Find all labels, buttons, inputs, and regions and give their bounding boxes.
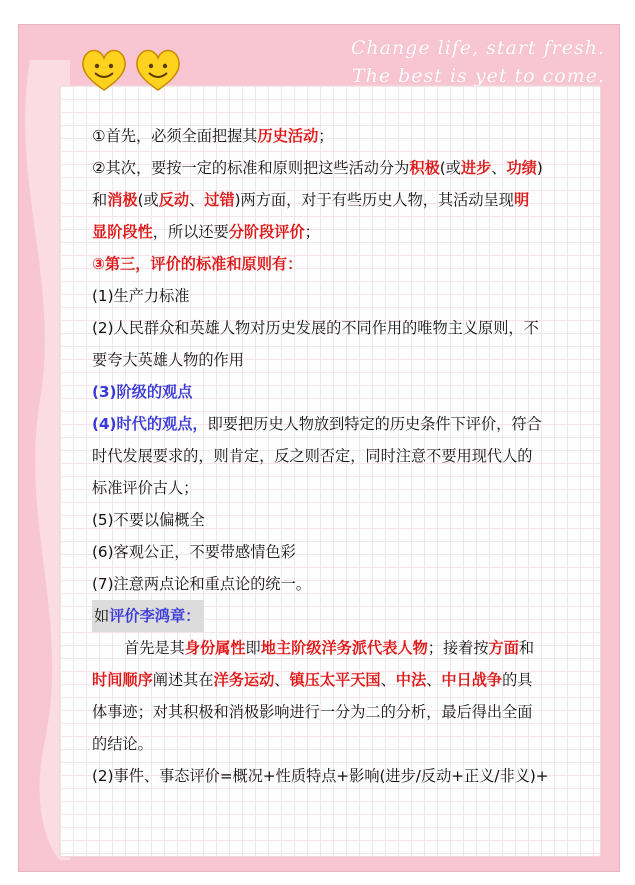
text: ； <box>318 127 334 145</box>
line-8: 要夸大英雄人物的作用 <box>92 351 244 369</box>
highlight-red: 时间顺序 <box>92 671 153 689</box>
text: 、 <box>380 671 396 689</box>
text: )两方面，对于有些历史人物，其活动呈现 <box>234 191 514 209</box>
highlight-blue: (4)时代的观点， <box>92 415 208 433</box>
text: ①首先，必须全面把握其 <box>92 127 258 145</box>
highlight-red: 明 <box>513 191 530 209</box>
highlight-red: 镇压太平天国 <box>289 671 381 689</box>
text: 、 <box>189 191 205 209</box>
note-content <box>92 120 580 792</box>
text: 阐述其在 <box>152 671 214 689</box>
line-9: (3)阶级的观点 <box>92 383 193 401</box>
highlight-red: 过错 <box>204 191 235 209</box>
highlight-red: 地主阶级洋务派代表人物 <box>260 639 428 657</box>
slogan <box>345 34 605 90</box>
line-18 <box>92 664 580 696</box>
highlight-red: 历史活动 <box>257 127 319 145</box>
line-6: (1)生产力标准 <box>92 287 190 305</box>
line-20: 的结论。 <box>92 735 153 753</box>
text: 和 <box>518 639 535 657</box>
line-12: 标准评价古人； <box>92 479 199 497</box>
highlight-red: 进步 <box>460 159 492 177</box>
line-14: (6)客观公正，不要带感情色彩 <box>92 543 296 561</box>
text: 、 <box>491 159 507 177</box>
line-3 <box>92 184 580 216</box>
text: 和 <box>92 191 108 209</box>
text: (或 <box>137 191 159 209</box>
line-15: (7)注意两点论和重点论的统一。 <box>92 575 311 593</box>
line-21: (2)事件、事态评价=概况+性质特点+影响(进步/反动+正义/非义)+ <box>92 767 549 785</box>
text: 即要把历史人物放到特定的历史条件下评价，符合 <box>207 415 542 433</box>
example-heading <box>92 600 204 632</box>
line-13: (5)不要以偏概全 <box>92 511 205 529</box>
line-4 <box>92 216 580 248</box>
line-11: 时代发展要求的，则肯定，反之则否定，同时注意不要用现代人的 <box>92 447 533 465</box>
text: ②其次，要按一定的标准和原则把这些活动分为 <box>92 159 410 177</box>
highlight-red: 反动 <box>158 191 190 209</box>
line-2 <box>92 152 580 184</box>
line-1 <box>92 120 580 152</box>
text: 首先是其 <box>124 639 185 657</box>
highlight-red: 洋务运动 <box>213 671 275 689</box>
highlight-red: 分阶段评价 <box>228 223 305 241</box>
line-7: (2)人民群众和英雄人物对历史发展的不同作用的唯物主义原则，不 <box>92 319 539 337</box>
smiley-hearts-icon <box>78 44 188 96</box>
line-16 <box>92 600 580 632</box>
highlight-red: 消极 <box>107 191 138 209</box>
highlight-red: 身份属性 <box>184 639 246 657</box>
line-5: ③第三，评价的标准和原则有： <box>92 255 303 273</box>
highlight-blue: 评价李鸿章： <box>109 607 201 625</box>
highlight-red: 显阶段性 <box>92 223 153 241</box>
text: ；接着按 <box>427 639 489 657</box>
text: 即 <box>245 639 261 657</box>
text: ； <box>304 223 320 241</box>
highlight-red: 方面 <box>488 639 519 657</box>
highlight-red: 积极 <box>409 159 440 177</box>
text: 、 <box>274 671 290 689</box>
text: (或 <box>439 159 461 177</box>
slogan-line-2: The best is yet to come. <box>351 65 605 87</box>
text: ) <box>536 159 543 177</box>
text: 的具 <box>502 671 533 689</box>
highlight-red: 中日战争 <box>441 671 503 689</box>
text: ，所以还要 <box>152 223 229 241</box>
line-19: 体事迹；对其积极和消极影响进行一分为二的分析，最后得出全面 <box>92 703 533 721</box>
highlight-red: 功绩 <box>506 159 537 177</box>
slogan-line-1: Change life, start fresh. <box>350 37 605 59</box>
text: 如 <box>94 607 110 625</box>
line-10 <box>92 408 580 440</box>
line-17 <box>92 632 580 664</box>
text: 、 <box>426 671 442 689</box>
highlight-red: 中法 <box>395 671 427 689</box>
